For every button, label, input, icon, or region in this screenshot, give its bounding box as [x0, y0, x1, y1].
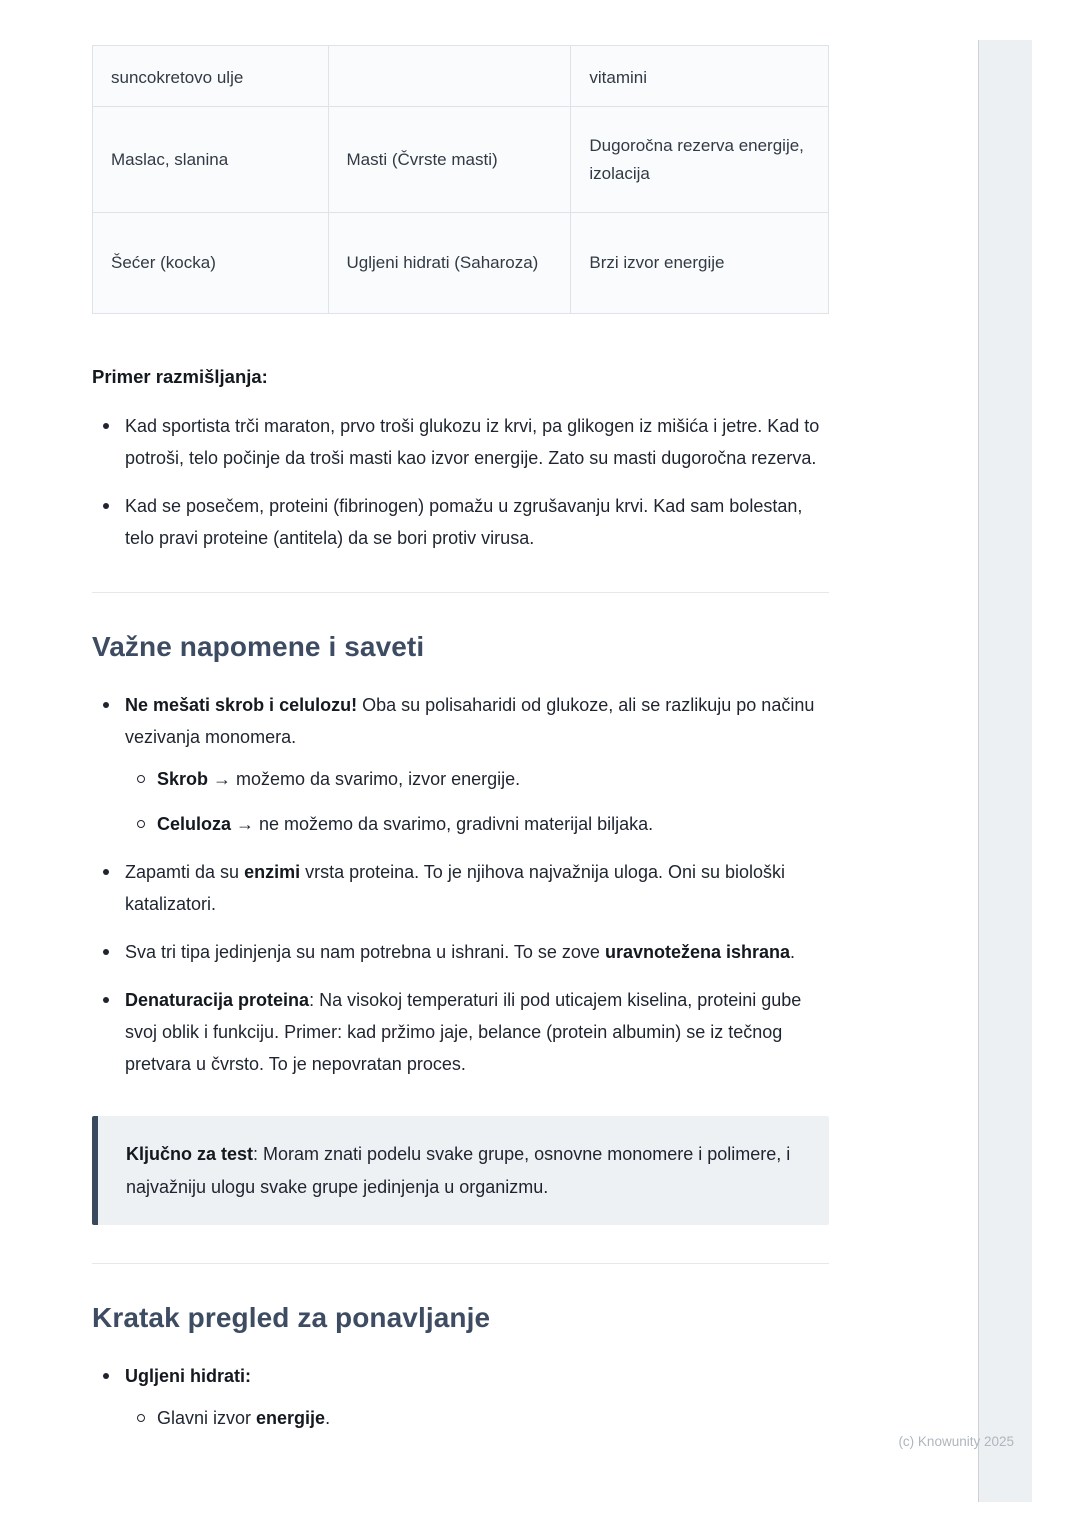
sub-list — [125, 1402, 829, 1434]
list-item: Kad se posečem, proteini (fibrinogen) pomažu u zgrušavanju krvi. Kad sam bolestan, telo pravi proteine (antitela) da se bori protiv virusa. — [92, 490, 829, 554]
sub-list — [125, 763, 829, 840]
section-divider — [92, 592, 829, 593]
table-cell-type: Masti (Čvrste masti) — [328, 107, 571, 213]
list-item — [92, 689, 829, 840]
thinking-example-heading: Primer razmišljanja: — [92, 366, 268, 388]
review-section-heading: Kratak pregled za ponavljanje — [92, 1301, 491, 1333]
review-list — [92, 1360, 829, 1434]
sub-list-item: Glavni izvor energije. — [125, 1402, 829, 1434]
list-item — [92, 984, 829, 1080]
sub-list-item: Skrob → možemo da svarimo, izvor energije. — [125, 763, 829, 795]
table-cell-food: suncokretovo ulje — [93, 46, 329, 107]
callout-text: Ključno za test: Moram znati podelu svake grupe, osnovne monomere i polimere, i najvažniju ulogu svake grupe jedinjenja u organizmu. — [126, 1144, 791, 1197]
thinking-example-list — [92, 410, 829, 554]
list-item-text: Ugljeni hidrati: — [125, 1365, 251, 1386]
document-page — [92, 45, 829, 1450]
list-item — [92, 936, 829, 968]
list-item-text: Sva tri tipa jedinjenja su nam potrebna u ishrani. To se zove uravnotežena ishrana. — [125, 942, 796, 963]
list-item-text: Ne mešati skrob i celulozu! Oba su polisaharidi od glukoze, ali se razlikuju po načinu vezivanja monomera. — [125, 695, 815, 748]
copyright-credit: (c) Knowunity 2025 — [898, 1434, 1014, 1449]
table-cell-role: Brzi izvor energije — [571, 213, 829, 314]
food-compounds-table — [92, 45, 829, 314]
table-row — [93, 46, 829, 107]
table-row — [93, 213, 829, 314]
list-item: Kad sportista trči maraton, prvo troši glukozu iz krvi, pa glikogen iz mišića i jetre. Kad to potroši, telo počinje da troši masti kao izvor energije. Zato su masti dugoročna rezerva. — [92, 410, 829, 474]
table-cell-food: Maslac, slanina — [93, 107, 329, 213]
table-cell-type — [328, 46, 571, 107]
table-cell-role: Dugoročna rezerva energije, izolacija — [571, 107, 829, 213]
table-cell-food: Šećer (kocka) — [93, 213, 329, 314]
scrollbar-track[interactable] — [978, 40, 1032, 1502]
list-item — [92, 1360, 829, 1434]
section-divider — [92, 1263, 829, 1264]
list-item-text: Denaturacija proteina: Na visokoj temperaturi ili pod uticajem kiselina, proteini gube svoj oblik i funkciju. Primer: kad pržimo jaje, belance (protein albumin) se iz tečnog pretvara u čvrsto. To je nepovratan proces. — [125, 990, 802, 1075]
table-cell-role: vitamini — [571, 46, 829, 107]
notes-section-heading: Važne napomene i saveti — [92, 631, 425, 663]
table-row — [93, 107, 829, 213]
list-item — [92, 856, 829, 920]
sub-list-item: Celuloza → ne možemo da svarimo, gradivni materijal biljaka. — [125, 808, 829, 840]
table-cell-type: Ugljeni hidrati (Saharoza) — [328, 213, 571, 314]
list-item-text: Zapamti da su enzimi vrsta proteina. To je njihova najvažnija uloga. Oni su biološki katalizatori. — [125, 862, 786, 915]
key-for-test-callout — [92, 1116, 829, 1224]
notes-list — [92, 689, 829, 1080]
